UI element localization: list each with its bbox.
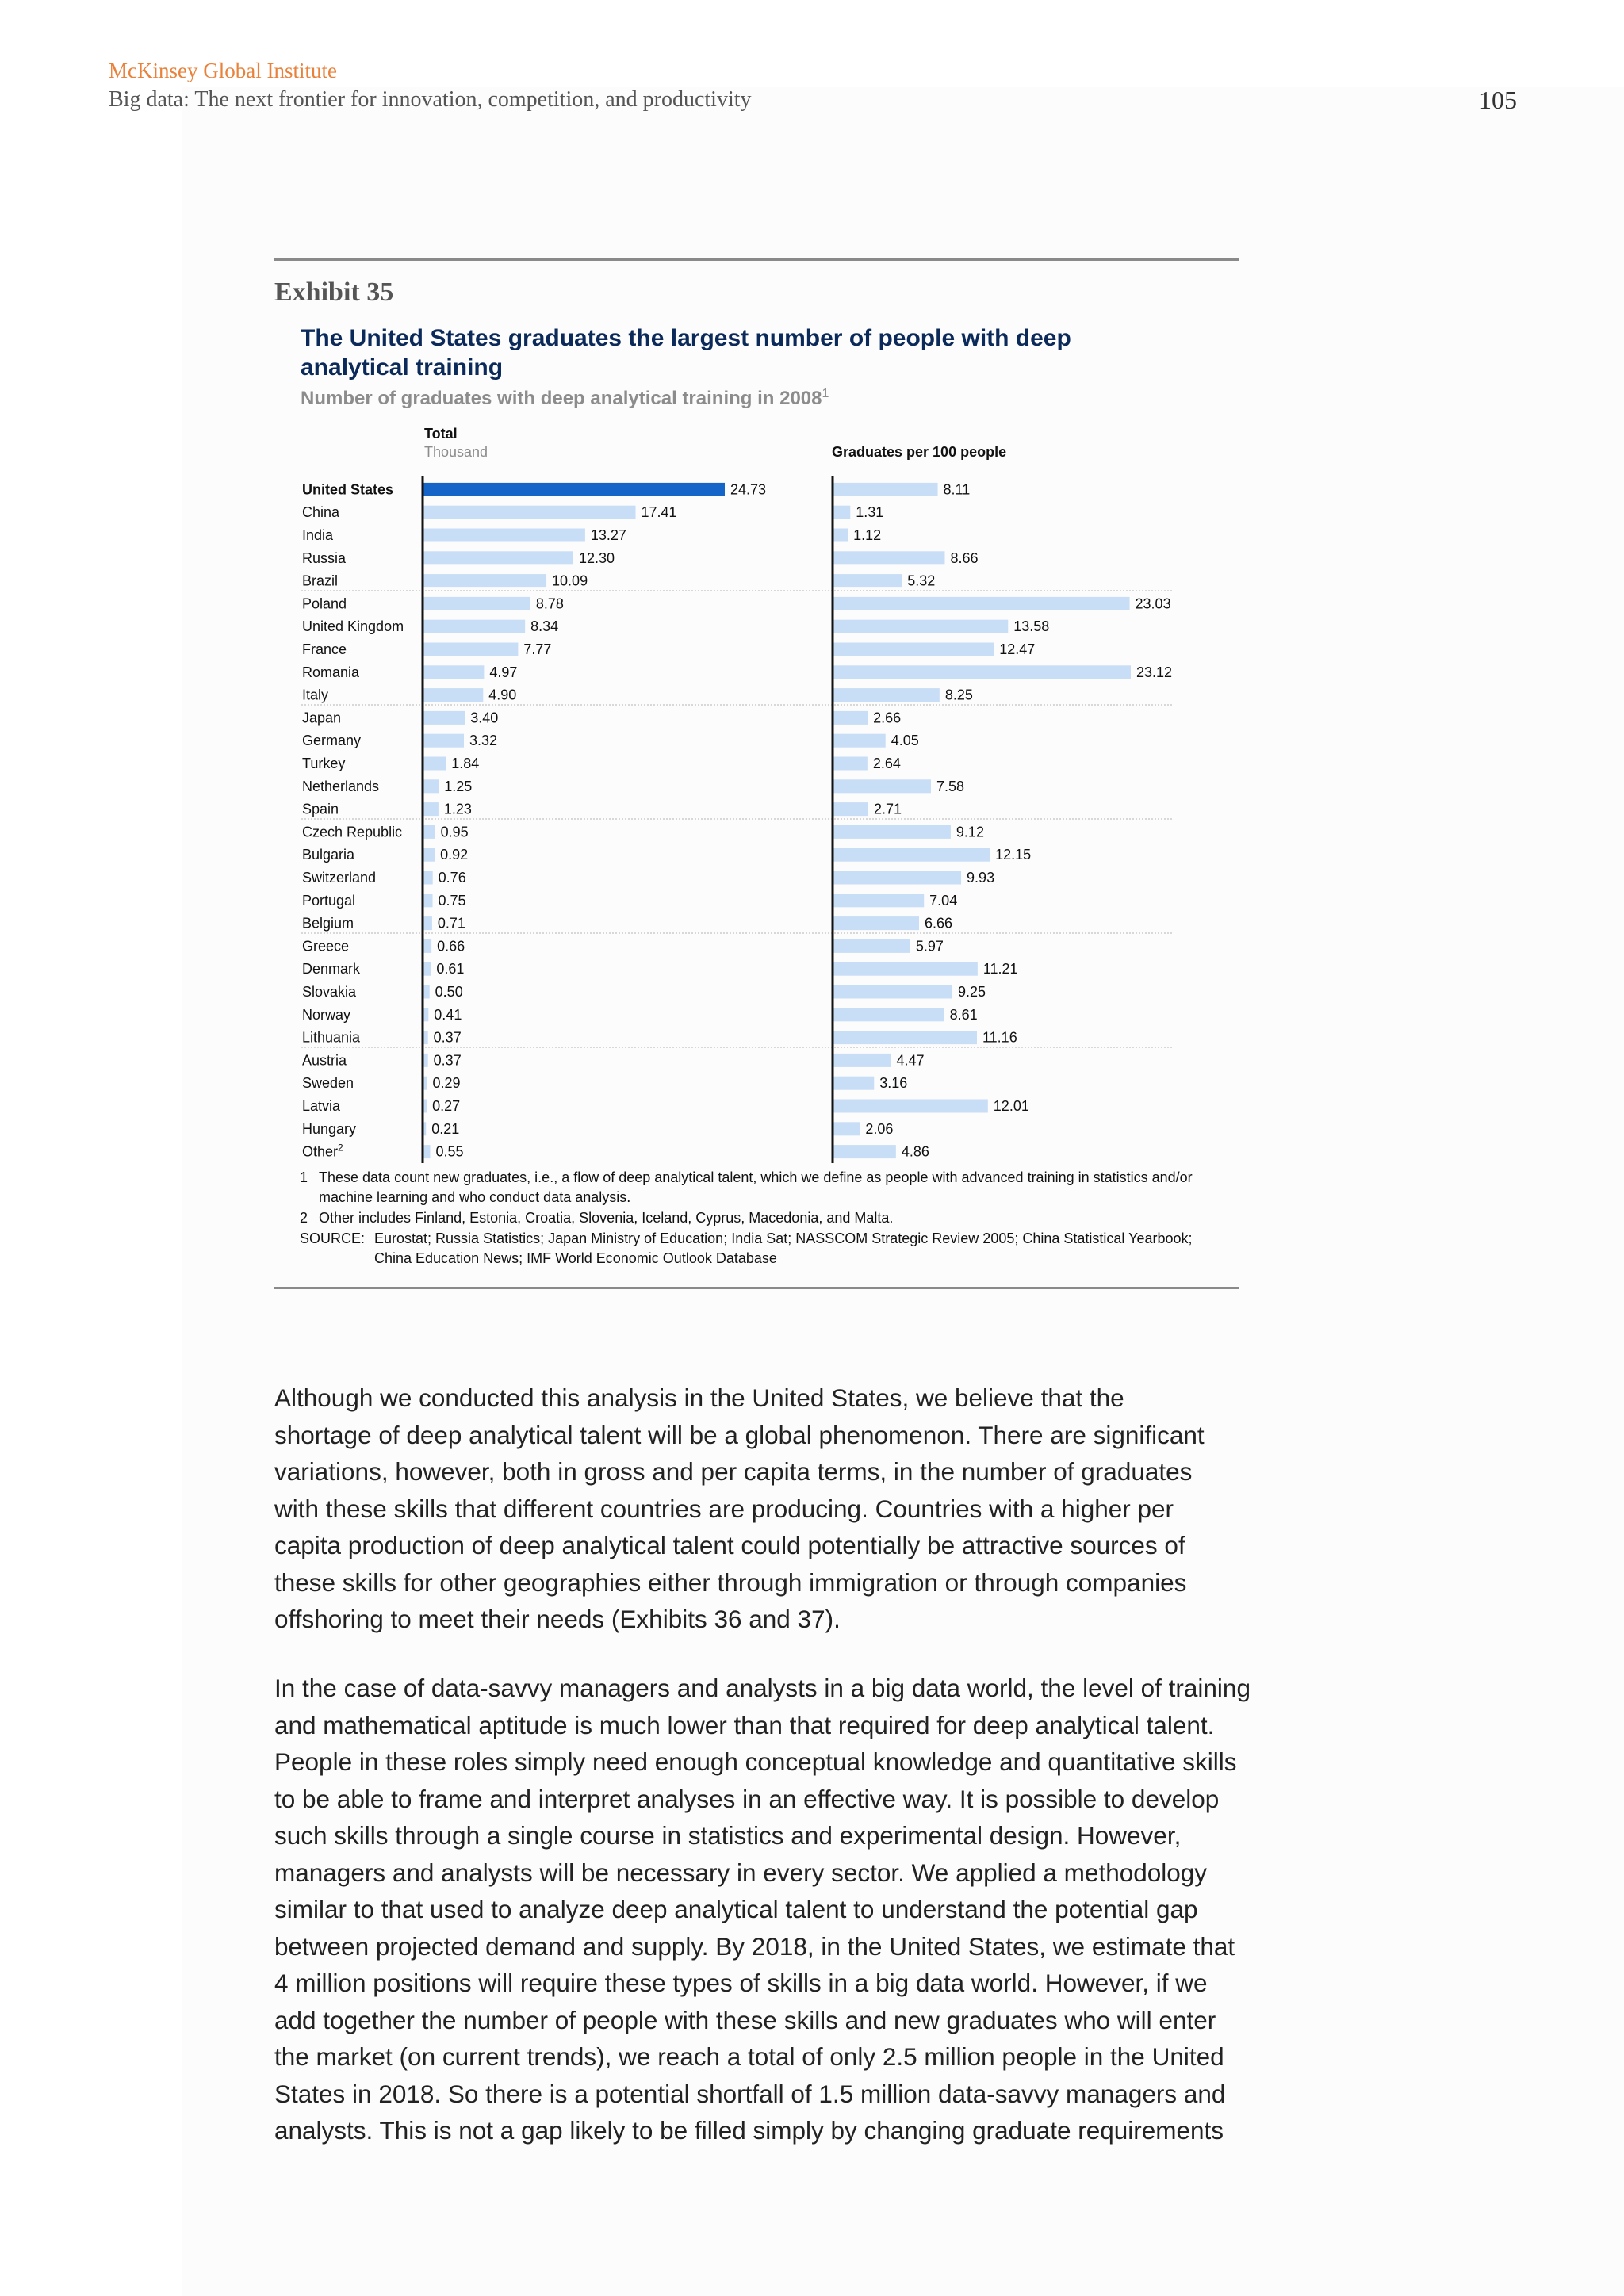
category-label: Netherlands <box>302 778 380 794</box>
data-label: 4.90 <box>488 687 517 703</box>
category-label: Japan <box>302 710 342 726</box>
bar-total <box>423 688 483 702</box>
bar-total <box>423 1077 427 1090</box>
bar-per-100 <box>833 871 961 885</box>
data-label: 0.61 <box>436 961 465 978</box>
data-label: 4.47 <box>896 1052 925 1069</box>
data-label: 5.97 <box>915 938 944 955</box>
body-paragraph-2 <box>274 1670 1251 2149</box>
category-label: Denmark <box>302 961 361 978</box>
bar-per-100 <box>833 529 848 542</box>
data-label: 8.11 <box>943 481 971 498</box>
footnote-text: Other includes Finland, Estonia, Croatia, Slovenia, Iceland, Cyprus, Macedonia, and Malta. <box>319 1210 894 1226</box>
data-label: 4.86 <box>901 1143 929 1160</box>
category-label: Romania <box>302 664 360 680</box>
footnotes <box>300 1168 1204 1269</box>
data-label: 6.66 <box>925 915 953 932</box>
bar-per-100 <box>833 985 952 999</box>
data-label: 7.77 <box>523 641 552 657</box>
data-label: 4.97 <box>489 664 518 680</box>
body-line: between projected demand and supply. By 2018, in the United States, we estimate that <box>274 1931 1235 1961</box>
bar-per-100 <box>833 894 924 907</box>
bar-total <box>423 1100 427 1113</box>
bar-total <box>423 643 518 656</box>
data-label: 8.34 <box>530 618 559 635</box>
category-label: Sweden <box>302 1075 354 1092</box>
data-label: 2.71 <box>873 801 902 817</box>
bar-per-100 <box>833 916 919 930</box>
report-title: Big data: The next frontier for innovation, competition, and productivity <box>109 87 752 112</box>
bar-per-100 <box>833 688 940 702</box>
category-label: Greece <box>302 938 350 955</box>
body-line: to be able to frame and interpret analyses in an effective way. It is possible to develop <box>274 1784 1220 1813</box>
category-label: Italy <box>302 687 329 703</box>
category-label: China <box>302 504 340 521</box>
data-label: 8.25 <box>944 687 973 703</box>
data-label: 12.30 <box>579 549 615 566</box>
body-line: 4 million positions will require these types of skills in a big data world. However, if we <box>274 1969 1208 1997</box>
category-label: Latvia <box>302 1098 341 1114</box>
bar-total <box>423 871 433 885</box>
data-label: 1.84 <box>451 756 480 771</box>
data-label: 0.21 <box>431 1120 460 1137</box>
category-label: United States <box>302 481 394 498</box>
data-label: 0.92 <box>440 847 469 863</box>
data-label: 12.47 <box>999 641 1036 657</box>
data-label: 8.66 <box>950 549 979 566</box>
bar-per-100 <box>833 1100 988 1113</box>
data-label: 11.21 <box>982 961 1018 978</box>
source-text: Eurostat; Russia Statistics; Japan Ministry of Education; India Sat; NASSCOM Strategic Review 2005; China Statistical Yearbook; China Education News; IMF World Economic Outlook Database <box>374 1230 1193 1266</box>
bar-total <box>423 916 432 930</box>
page-number: 105 <box>1479 86 1517 114</box>
body-paragraph-1 <box>274 1380 1240 1638</box>
data-label: 3.40 <box>470 710 499 726</box>
body-line: States in 2018. So there is a potential shortfall of 1.5 million data-savvy managers and <box>274 2079 1226 2108</box>
bar-total <box>423 711 465 725</box>
bar-per-100 <box>833 1031 977 1044</box>
data-label: 0.71 <box>437 915 465 932</box>
data-label: 4.05 <box>891 733 919 749</box>
data-label: 9.12 <box>956 824 984 840</box>
data-label: 10.09 <box>552 572 588 589</box>
data-label: 0.41 <box>434 1006 462 1023</box>
data-label: 0.37 <box>433 1029 462 1046</box>
category-label: Bulgaria <box>302 847 355 863</box>
body-line: add together the number of people with these skills and new graduates who will enter <box>274 2005 1216 2034</box>
bar-per-100 <box>833 734 886 748</box>
data-label: 13.58 <box>1013 618 1050 635</box>
series-1-unit: Thousand <box>424 444 488 460</box>
data-label: 1.25 <box>444 778 473 794</box>
data-label: 0.27 <box>432 1098 461 1114</box>
data-label: 12.01 <box>993 1098 1029 1114</box>
body-line: analysts. This is not a gap likely to be filled simply by changing graduate requirements <box>274 2116 1224 2145</box>
bar-total <box>423 483 725 496</box>
data-label: 13.27 <box>590 527 626 543</box>
bar-total <box>423 962 431 976</box>
body-line: managers and analysts will be necessary in every sector. We applied a methodology <box>274 1858 1208 1887</box>
data-label: 3.16 <box>879 1075 908 1092</box>
body-line: shortage of deep analytical talent will be a global phenomenon. There are significant <box>274 1420 1205 1449</box>
data-label: 17.41 <box>641 504 677 521</box>
category-label: Brazil <box>302 572 339 589</box>
bar-per-100 <box>833 551 944 564</box>
body-line: and mathematical aptitude is much lower than that required for deep analytical talent. <box>274 1710 1215 1739</box>
footnote-ref-1: 1 <box>822 387 829 400</box>
category-label: Belgium <box>302 915 354 932</box>
category-label: Hungary <box>302 1120 357 1137</box>
data-label: 2.66 <box>873 710 902 726</box>
footnote-2 <box>300 1208 1204 1228</box>
category-label: Austria <box>302 1052 347 1069</box>
bar-per-100 <box>833 1145 896 1158</box>
data-label: 5.32 <box>907 572 936 589</box>
data-label: 23.03 <box>1135 595 1171 612</box>
data-label: 1.31 <box>856 504 884 521</box>
data-label: 24.73 <box>730 481 767 498</box>
body-line: such skills through a single course in statistics and experimental design. However, <box>274 1821 1182 1850</box>
chart-subtitle-text: Number of graduates with deep analytical training in 2008 <box>301 388 822 409</box>
bar-per-100 <box>833 597 1130 610</box>
body-line: People in these roles simply need enough conceptual knowledge and quantitative skills <box>274 1747 1237 1776</box>
data-label: 7.04 <box>929 892 958 909</box>
bar-total <box>423 757 446 771</box>
footnote-number: 1 <box>300 1169 308 1185</box>
bar-per-100 <box>833 825 951 839</box>
bar-total <box>423 779 439 793</box>
data-label: 0.75 <box>438 892 466 909</box>
bar-per-100 <box>833 1077 874 1090</box>
footnote-text: These data count new graduates, i.e., a flow of deep analytical talent, which we define as people with advanced training in statistics and/or machine learning and who conduct data analysis. <box>319 1169 1193 1205</box>
exhibit-label: Exhibit 35 <box>274 277 394 307</box>
bar-total <box>423 620 525 633</box>
data-label: 7.58 <box>936 778 964 794</box>
category-label: Switzerland <box>302 870 377 886</box>
data-label: 0.37 <box>433 1052 462 1069</box>
exhibit-bottom-rule <box>274 1287 1239 1289</box>
bar-total <box>423 551 573 564</box>
bar-per-100 <box>833 711 868 725</box>
data-label: 2.64 <box>872 756 901 771</box>
bar-total <box>423 597 530 610</box>
source-note <box>300 1229 1204 1269</box>
data-label: 9.93 <box>967 870 995 886</box>
bar-per-100 <box>833 1008 944 1021</box>
bar-per-100 <box>833 848 990 862</box>
series-2-title: Graduates per 100 people <box>832 444 1007 460</box>
footnote-ref-2: 2 <box>338 1142 343 1154</box>
bar-total <box>423 939 431 953</box>
body-line: these skills for other geographies either through immigration or through companies <box>274 1567 1187 1597</box>
bar-total <box>423 734 464 748</box>
bar-total <box>423 1054 428 1067</box>
bar-per-100 <box>833 506 850 519</box>
category-label: Slovakia <box>302 984 357 1000</box>
body-line: with these skills that different countries are producing. Countries with a higher per <box>274 1494 1174 1523</box>
category-label: Germany <box>302 733 362 749</box>
bar-total <box>423 1031 428 1044</box>
body-line: Although we conducted this analysis in the United States, we believe that the <box>274 1383 1124 1412</box>
bar-per-100 <box>833 1122 860 1135</box>
bar-per-100 <box>833 620 1008 633</box>
data-label: 1.23 <box>443 801 472 817</box>
series-1-title: Total <box>424 426 458 442</box>
category-label: United Kingdom <box>302 618 404 635</box>
category-label: Lithuania <box>302 1029 361 1046</box>
category-label: Poland <box>302 595 347 612</box>
body-line: similar to that used to analyze deep analytical talent to understand the potential gap <box>274 1895 1198 1923</box>
bar-per-100 <box>833 574 902 587</box>
footnote-number: 2 <box>300 1210 308 1226</box>
body-line: capita production of deep analytical talent could potentially be attractive sources of <box>274 1531 1185 1559</box>
bar-per-100 <box>833 802 868 816</box>
footnote-1 <box>300 1168 1204 1207</box>
data-label: 0.29 <box>432 1075 461 1092</box>
bar-per-100 <box>833 757 868 771</box>
body-line: the market (on current trends), we reach a total of only 2.5 million people in the United <box>274 2042 1224 2071</box>
bar-total <box>423 1008 428 1021</box>
category-label: Portugal <box>302 892 356 909</box>
data-label: 3.32 <box>469 733 498 749</box>
bar-per-100 <box>833 643 994 656</box>
data-label: 8.61 <box>949 1006 978 1023</box>
bar-per-100 <box>833 939 910 953</box>
bar-total <box>423 802 439 816</box>
bar-total <box>423 985 430 999</box>
bar-total <box>423 574 546 587</box>
bar-total <box>423 506 636 519</box>
category-label: France <box>302 641 347 657</box>
data-label: 0.95 <box>440 824 469 840</box>
source-label: SOURCE: <box>300 1230 366 1246</box>
body-line: variations, however, both in gross and per capita terms, in the number of graduates <box>274 1457 1193 1486</box>
body-line: In the case of data-savvy managers and analysts in a big data world, the level of training <box>274 1674 1251 1702</box>
body-line: offshoring to meet their needs (Exhibits 36 and 37). <box>274 1605 841 1633</box>
bar-per-100 <box>833 779 931 793</box>
bar-per-100 <box>833 962 978 976</box>
data-label: 0.66 <box>437 938 465 955</box>
category-label: Spain <box>302 801 339 817</box>
publisher-name: McKinsey Global Institute <box>109 59 337 82</box>
data-label: 11.16 <box>982 1029 1017 1046</box>
category-label: Czech Republic <box>302 824 403 840</box>
bar-total <box>423 825 435 839</box>
bar-per-100 <box>833 665 1131 679</box>
bar-total <box>423 529 585 542</box>
data-label: 0.55 <box>435 1143 464 1160</box>
data-label: 1.12 <box>853 527 882 543</box>
bar-per-100 <box>833 483 938 496</box>
category-label: Russia <box>302 549 347 566</box>
category-label: Turkey <box>302 756 346 771</box>
bar-per-100 <box>833 1054 891 1067</box>
data-label: 8.78 <box>535 595 564 612</box>
data-label: 0.50 <box>435 984 463 1000</box>
data-label: 9.25 <box>958 984 986 1000</box>
bar-total <box>423 665 484 679</box>
category-label: Other$^2$ <box>302 1142 343 1160</box>
bar-total <box>423 894 433 907</box>
data-label: 2.06 <box>865 1120 894 1137</box>
chart-title: The United States graduates the largest number of people with deep analytical training <box>301 325 1071 381</box>
bar-total <box>423 1145 430 1158</box>
data-label: 12.15 <box>995 847 1032 863</box>
category-label: Norway <box>302 1006 351 1023</box>
data-label: 0.76 <box>438 870 466 886</box>
category-label: India <box>302 527 334 543</box>
bar-total <box>423 848 435 862</box>
data-label: 23.12 <box>1136 664 1173 680</box>
